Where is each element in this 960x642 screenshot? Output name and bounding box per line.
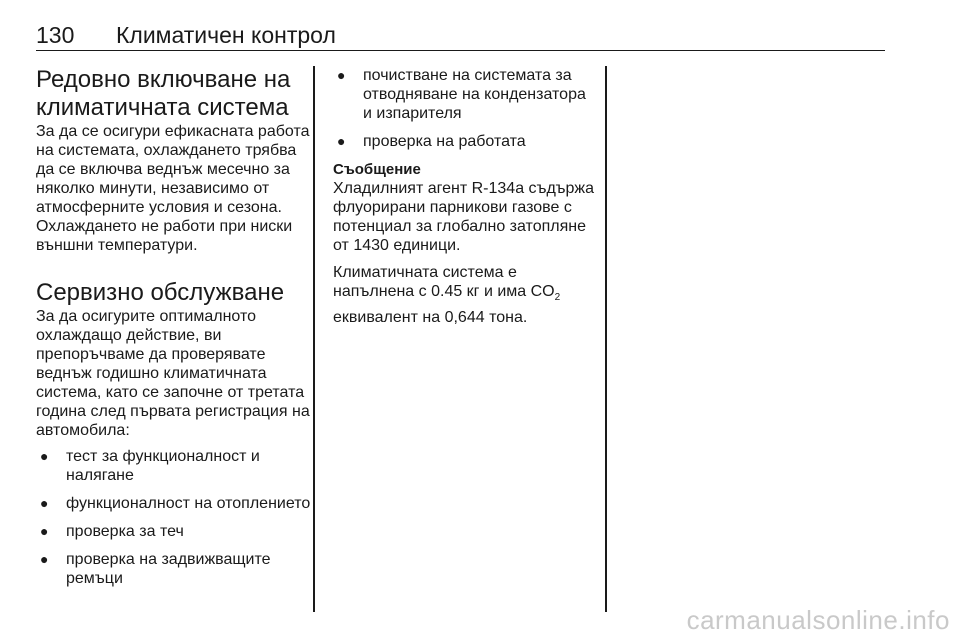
bullet-icon: ● [337, 67, 346, 83]
service-checklist-continued [333, 66, 598, 151]
bullet-icon: ● [337, 133, 346, 149]
list-item: ● проверка на задвижващите ремъци [40, 551, 271, 587]
list-item: ● почистване на системата за отводняване на кондензатора и изпарителя [337, 67, 586, 122]
section-heading-service: Сервизно обслужване [36, 279, 285, 306]
list-item: ● функционалност на отоплението [40, 495, 311, 512]
bullet-icon: ● [40, 523, 49, 539]
list-item: ● тест за функционалност и налягане [40, 448, 260, 484]
watermark: carmanualsonline.info [686, 605, 950, 635]
list-item: ● проверка на работата [337, 133, 526, 150]
note-text: Хладилният агент R-134a съдържа флуорирани парникови газове с потенциал за глобално затопляне от 1430 единици. [333, 180, 595, 254]
paragraph-regular-use: За да се осигури ефикасната работа на системата, охлаждането трябва да се включва веднъж месечно за няколко минути, независимо от атмосферните условия и сезона. Охлаждането не работи при ниски външни температури. [36, 123, 310, 254]
note-title: Съобщение [333, 161, 421, 178]
list-item: ● проверка за теч [40, 523, 184, 540]
bullet-icon: ● [40, 495, 49, 511]
page-number: 130 [36, 22, 75, 48]
column-divider-2 [605, 66, 607, 612]
service-checklist [36, 447, 312, 588]
page-header [36, 22, 885, 51]
column-2 [333, 66, 598, 327]
running-title: Климатичен контрол [116, 22, 336, 48]
bullet-icon: ● [40, 551, 49, 567]
column-1 [36, 66, 312, 597]
column-divider-1 [313, 66, 315, 612]
section-heading-regular-use: Редовно включване на климатичната система [36, 66, 291, 121]
bullet-icon: ● [40, 448, 49, 464]
paragraph-service: За да осигурите оптималното охлаждащо действие, ви препоръчваме да проверявате веднъж годишно климатичната система, като се започне от третата година след първата регистрация на автомобила: [36, 308, 310, 439]
note-co2-equivalent: Климатичната система е напълнена с 0.45 кг и има $CO_2$ еквивалент на 0,644 тона. [333, 264, 561, 326]
